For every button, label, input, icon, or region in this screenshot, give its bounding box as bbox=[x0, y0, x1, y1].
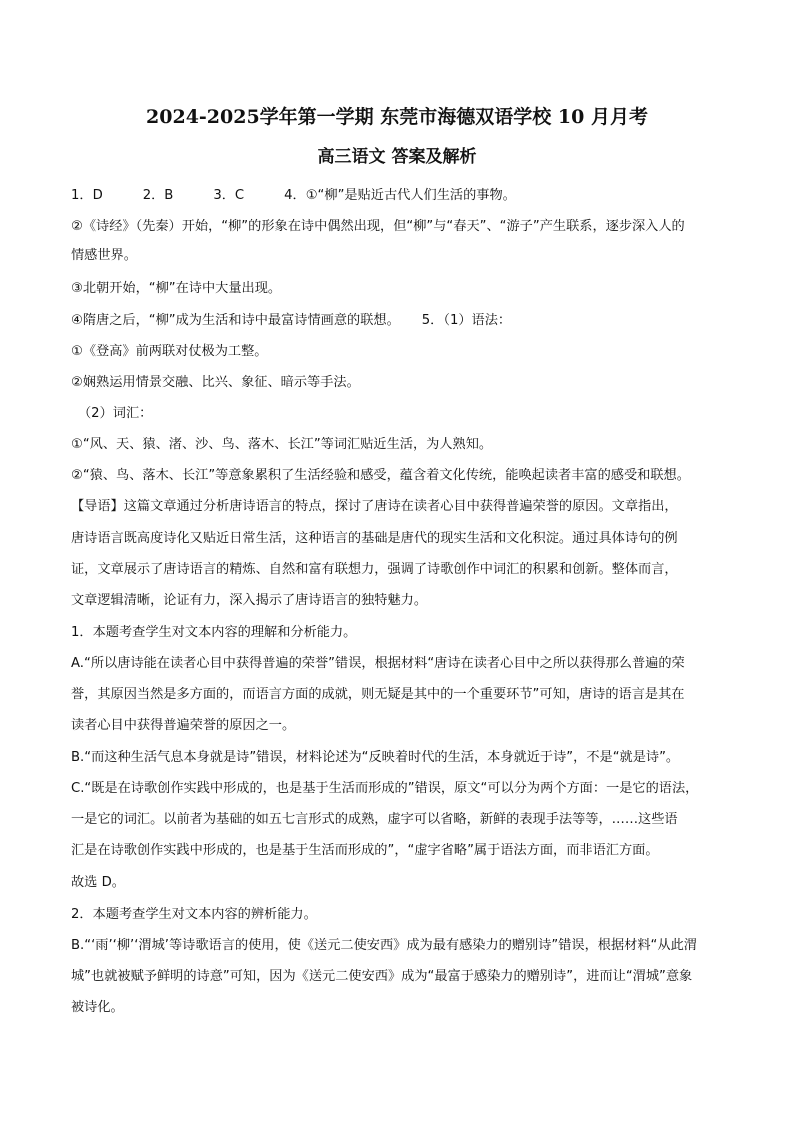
answers-line bbox=[71, 186, 516, 206]
guide-line-2: 唐诗语言既高度诗化又贴近日常生活，这种语言的基础是唐代的现实生活和文化积淀。通过具体诗句的例 bbox=[71, 531, 678, 546]
analysis-1-c-line-1: C.“既是在诗歌创作实践中形成的，也是基于生活而形成的”错误，原文“可以分为两个方面：一是它的语法， bbox=[71, 781, 699, 796]
answer-4-lead: 4．①“柳”是贴近古代人们生活的事物。 bbox=[284, 188, 516, 203]
analysis-1-a-line-2: 誉，其原因当然是多方面的，而语言方面的成就，则无疑是其中的一个重要环节”可知，唐诗的语言是其在 bbox=[71, 687, 685, 702]
q4-point-4: ④隋唐之后，“柳”成为生活和诗中最富诗情画意的联想。 bbox=[71, 313, 400, 328]
analysis-2-head: 2．本题考查学生对文本内容的辨析能力。 bbox=[71, 907, 317, 922]
q5-head: 5．（1）语法： bbox=[421, 313, 512, 328]
analysis-1-c-line-3: 汇是在诗歌创作实践中形成的，也是基于生活而形成的”，“虚字省略”属于语法方面，而非语汇方面。 bbox=[71, 843, 659, 858]
answer-2: 2．B bbox=[142, 188, 174, 203]
page-subtitle: 高三语文 答案及解析 bbox=[317, 147, 477, 167]
q5-grammar-2: ②娴熟运用情景交融、比兴、象征、暗示等手法。 bbox=[71, 375, 360, 390]
guide-line-1: 【导语】这篇文章通过分析唐诗语言的特点，探讨了唐诗在读者心目中获得普遍荣誉的原因。文章指出， bbox=[71, 499, 678, 514]
analysis-1-head: 1．本题考查学生对文本内容的理解和分析能力。 bbox=[71, 625, 357, 640]
q5-vocab-1: ①“风、天、猿、渚、沙、鸟、落木、长江”等词汇贴近生活，为人熟知。 bbox=[71, 437, 493, 452]
analysis-1-a-line-1: A.“所以唐诗能在读者心目中获得普遍的荣誉”错误，根据材料“唐诗在读者心目中之所以获得那么普遍的荣 bbox=[71, 656, 685, 671]
q5-grammar-1: ①《登高》前两联对仗极为工整。 bbox=[71, 344, 268, 359]
analysis-2-b-line-3: 被诗化。 bbox=[71, 1000, 124, 1015]
q4-point-4-line bbox=[71, 311, 511, 331]
answer-1: 1．D bbox=[71, 188, 103, 203]
q5-vocab-head: （2）词汇： bbox=[78, 406, 153, 421]
q4-point-3: ③北朝开始，“柳”在诗中大量出现。 bbox=[71, 281, 282, 296]
q5-vocab-2: ②“猿、鸟、落木、长江”等意象累积了生活经验和感受，蕴含着文化传统，能唤起读者丰富的感受和联想。 bbox=[71, 468, 690, 483]
answer-3: 3．C bbox=[213, 188, 245, 203]
q4-point-2a: ②《诗经》（先秦）开始，“柳”的形象在诗中偶然出现，但“柳”与“春天”、“游子”产生联系，逐步深入人的 bbox=[71, 219, 685, 234]
analysis-1-a-line-3: 读者心目中获得普遍荣誉的原因之一。 bbox=[71, 718, 296, 733]
guide-line-4: 文章逻辑清晰，论证有力，深入揭示了唐诗语言的独特魅力。 bbox=[71, 593, 428, 608]
page-title: 2024-2025学年第一学期 东莞市海德双语学校 10 月月考 bbox=[146, 106, 648, 128]
analysis-1-b-line-1: B.“而这种生活气息本身就是诗”错误，材料论述为“反映着时代的生活，本身就近于诗”，不是“就是诗”。 bbox=[71, 750, 680, 765]
analysis-1-c-line-2: 一是它的词汇。以前者为基础的如五七言形式的成熟，虚字可以省略，新鲜的表现手法等等，……这些语 bbox=[71, 812, 678, 827]
guide-line-3: 证，文章展示了唐诗语言的精炼、自然和富有联想力，强调了诗歌创作中词汇的积累和创新。整体而言， bbox=[71, 562, 678, 577]
analysis-2-b-line-2: 城”也就被赋予鲜明的诗意”可知，因为《送元二使安西》成为“最富于感染力的赠别诗”，进而让“渭城”意象 bbox=[71, 969, 693, 984]
analysis-2-b-line-1: B.“‘雨’‘柳’‘渭城’等诗歌语言的使用，使《送元二使安西》成为最有感染力的赠别诗”错误，根据材料“从此渭 bbox=[71, 938, 697, 953]
analysis-1-conclusion: 故选 D。 bbox=[71, 875, 125, 890]
q4-point-2b: 情感世界。 bbox=[71, 248, 137, 263]
